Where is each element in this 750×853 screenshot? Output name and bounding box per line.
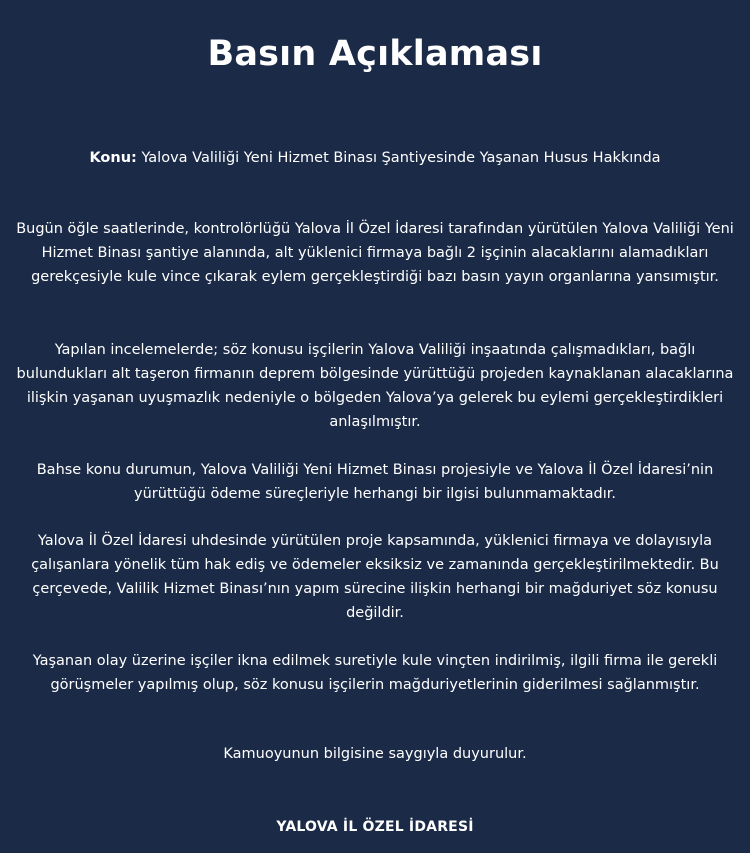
- paragraph-3: Bahse konu durumun, Yalova Valiliği Yeni Hizmet Binası projesiyle ve Yalova İl Özel İdaresi’nin yürüttüğü ödeme süreçleriyle herhangi bir ilgisi bulunmamaktadır.: [36, 462, 714, 502]
- subject-label: Konu:: [89, 150, 137, 166]
- paragraph-4: Yalova İl Özel İdaresi uhdesinde yürütülen proje kapsamında, yüklenici firmaya ve dolayısıyla çalışanlara yönelik tüm hak ediş ve ödemeler eksiksiz ve zamanında gerçekleştirilmektedir. Bu çerçevede, Valilik Hizmet Binası’nın yapım sürecine ilişkin herhangi bir mağduriyet söz konusu değildir.: [31, 533, 719, 621]
- paragraph-5: Yaşanan olay üzerine işçiler ikna edilmek suretiyle kule vinçten indirilmiş, ilgili firma ile gerekli görüşmeler yapılmış olup, söz konusu işçilerin mağduriyetlerinin giderilmesi sağlanmıştır.: [32, 653, 718, 693]
- closing-line: Kamuoyunun bilgisine saygıyla duyurulur.: [223, 746, 527, 762]
- page-title: Basın Açıklaması: [207, 34, 543, 74]
- paragraph-1: Bugün öğle saatlerinde, kontrolörlüğü Yalova İl Özel İdaresi tarafından yürütülen Yalova Valiliği Yeni Hizmet Binası şantiye alanında, alt yüklenici firmaya bağlı 2 işçinin alacaklarını alamadıkları gerekçesiyle kule vince çıkarak eylem gerçekleştirdiği bazı basın yayın organlarına yansımıştır.: [16, 221, 734, 285]
- subject-line: [0, 147, 750, 170]
- signature: YALOVA İL ÖZEL İDARESİ: [276, 819, 474, 835]
- subject-text: Yalova Valiliği Yeni Hizmet Binası Şantiyesinde Yaşanan Husus Hakkında: [141, 150, 661, 166]
- paragraph-2: Yapılan incelemelerde; söz konusu işçilerin Yalova Valiliği inşaatında çalışmadıkları, bağlı bulundukları alt taşeron firmanın deprem bölgesinde yürüttüğü projeden kaynaklanan alacaklarına ilişkin yaşanan uyuşmazlık nedeniyle o bölgeden Yalova’ya gelerek bu eylemi gerçekleştirdikleri anlaşılmıştır.: [16, 342, 734, 430]
